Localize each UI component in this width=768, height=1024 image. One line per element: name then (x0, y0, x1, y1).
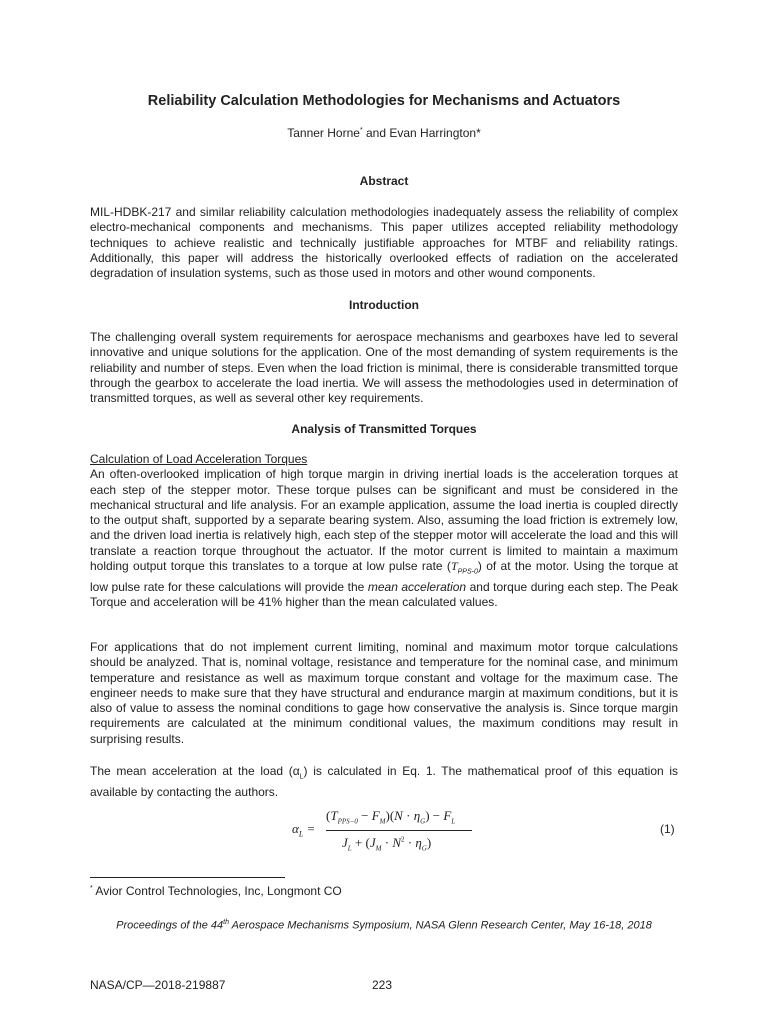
footnote (90, 884, 342, 898)
proceedings-post: Aerospace Mechanisms Symposium, NASA Glenn Research Center, May 16-18, 2018 (228, 919, 652, 932)
author-first: Tanner Horne (287, 126, 360, 140)
document-number: NASA/CP—2018-219887 (90, 978, 226, 992)
p1-part-b: ) of at the motor. Using the torque at low pulse rate for these calculations will provide the (90, 559, 678, 594)
author-connector: and (362, 126, 390, 140)
author-first-mark: * (359, 127, 363, 134)
torque-symbol: T (450, 559, 458, 574)
equation-denominator: $J_L + (J_M \cdot N^2 \cdot \eta_G)$ (342, 835, 432, 853)
equation-number: (1) (660, 822, 675, 836)
introduction-heading: Introduction (349, 298, 419, 312)
author-line (0, 126, 768, 140)
torque-subscript: PPS-0 (457, 568, 478, 576)
author-second: Evan Harrington* (389, 126, 481, 140)
p1-part-c: and torque during each step. The Peak Torque and acceleration will be 41% higher than the mean calculated values. (90, 579, 679, 610)
analysis-paragraph-2: For applications that do not implement current limiting, nominal and maximum motor torque calculations should be analyzed. That is, nominal voltage, resistance and temperature for the nominal case, and minimum temperature and resistance as well as maximum torque constant and voltage for the maximum case. The engineer needs to make sure that they have structural and endurance margin at maximum conditions, but it is also of value to assess the nominal conditions to gage how conservative the analysis is. Since torque margin requirements are calculated at the minimum conditional values, the maximum conditions may result in surprising results. (90, 640, 678, 746)
abstract-heading: Abstract (359, 174, 409, 188)
alpha-subscript: L (299, 773, 304, 781)
equation-1 (290, 805, 490, 853)
analysis-paragraph-1 (90, 452, 678, 610)
p1-part-a: An often-overlooked implication of high torque margin in driving inertial loads is the acceleration torques at each step of the stepper motor. These torque pulses can be significant and must be considered in the mechanical structural and life analysis. For an example application, assume the load inertia is coupled directly to the output shaft, supported by a separate bearing system. Also, assuming the load friction is extremely low, and the driven load inertia is relatively high, each step of the stepper motor will accelerate the load and this will translate a reaction torque throughout the actuator. If the motor current is limited to maintain a maximum holding output torque this translates to a torque at low pulse rate ( (90, 467, 678, 574)
equation-fraction-bar (326, 830, 472, 831)
p3-part-b: ) is calculated in Eq. 1. The mathematical proof of this equation is available by contacting the authors. (90, 764, 678, 799)
analysis-subheading: Calculation of Load Acceleration Torques (90, 452, 308, 466)
footnote-mark: * (90, 885, 93, 892)
footnote-text: Avior Control Technologies, Inc, Longmont CO (92, 884, 342, 898)
analysis-heading: Analysis of Transmitted Torques (291, 422, 477, 436)
introduction-text: The challenging overall system requirements for aerospace mechanisms and gearboxes have led to several innovative and unique solutions for the application. One of the most demanding of system requirements is the reliability and number of steps. Even when the load friction is minimal, there is considerable transmitted torque through the gearbox to accelerate the load inertia. We will assess the methodologies used in determination of transmitted torques, as well as several other key requirements. (90, 330, 678, 406)
abstract-text: MIL-HDBK-217 and similar reliability calculation methodologies inadequately assess the reliability of complex electro-mechanical components and mechanisms. This paper utilizes accepted reliability methodology techniques to achieve realistic and technically justifiable approaches for MTBF and reliability ratings. Additionally, this paper will address the historically overlooked effects of radiation on the accelerated degradation of insulation systems, such as those used in motors and other wound components. (90, 205, 678, 281)
equation-lhs: $\alpha_L$ = (292, 821, 316, 839)
page-number: 223 (372, 978, 393, 992)
paper-title: Reliability Calculation Methodologies for Mechanisms and Actuators (147, 93, 621, 109)
footnote-rule (90, 877, 285, 878)
equation-numerator: $(T_{PPS-0} - F_M)(N \cdot \eta_G) - F_L$ (326, 808, 456, 826)
analysis-paragraph-3 (90, 764, 678, 800)
proceedings-pre: Proceedings of the 44 (116, 919, 224, 932)
proceedings-sup: th (223, 919, 229, 926)
p3-part-a: The mean acceleration at the load (α (90, 764, 300, 778)
mean-acceleration-emphasis: mean acceleration (367, 579, 467, 594)
proceedings-line (0, 919, 768, 932)
